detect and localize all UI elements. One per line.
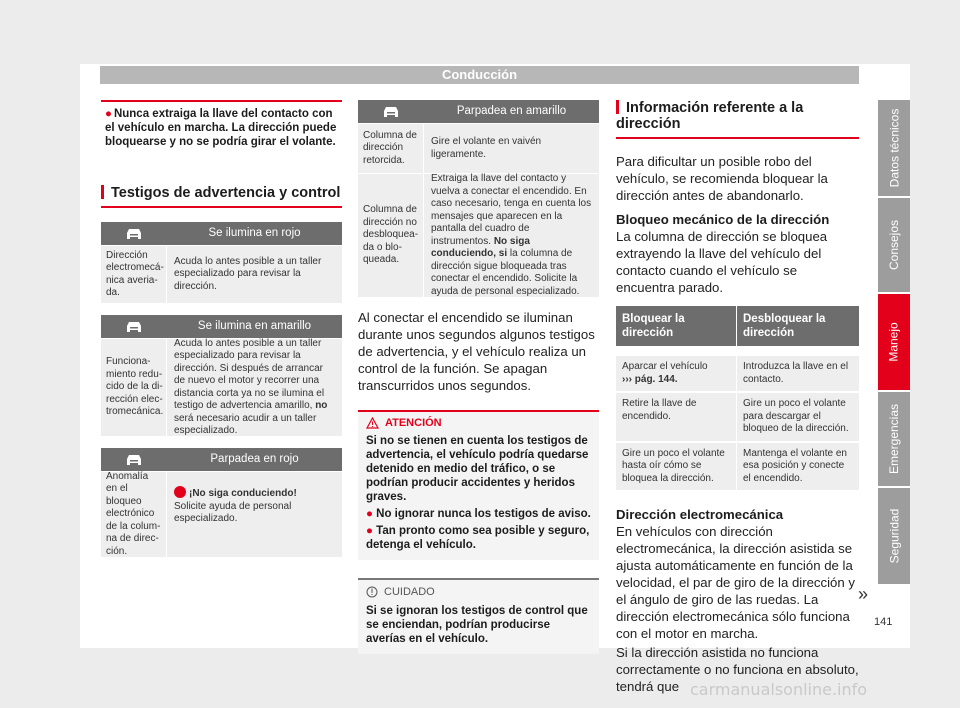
tab-label: Emergencias <box>887 403 901 475</box>
warning-text: Nunca extraiga la llave del contacto con el vehículo en marcha. La dirección puede bloquearse y no se podría girar el volante. <box>105 108 337 148</box>
page-number: 141 <box>874 616 893 628</box>
table-cell-condition: Anomalía en el bloqueo electrónico de la columna de dirección. <box>101 472 167 557</box>
table-cell: Mantenga el volante en esa posición y conecte el encendido. <box>743 447 847 484</box>
table-cell: Introduzca la llave en el contacto. <box>743 361 849 385</box>
table-cell-action: Gire el volante en vaivén ligeramente. <box>431 136 542 160</box>
tab-label: Manejo <box>887 322 902 362</box>
column-2 <box>358 100 599 654</box>
tab-label: Datos técnicos <box>887 108 902 188</box>
table-cell-action <box>167 472 342 557</box>
table-cell: Retire la llave de encendido. <box>616 393 737 441</box>
body-paragraph: La columna de dirección se bloquea extrayendo la llave del vehículo del contacto cuando el vehículo se encuentra parado. <box>616 229 828 295</box>
steering-warning-icon <box>358 106 424 118</box>
table-cell-condition: Funcionamiento reducido de la dirección electromecánica. <box>101 339 167 436</box>
column-1 <box>101 100 342 557</box>
table-row <box>616 391 859 441</box>
table-row <box>101 245 342 303</box>
body-paragraph: En vehículos con dirección electromecánica, la dirección asistida se ajusta automáticamente en función de la velocidad, el par de giro de la dirección y el ángulo de giro de las ruedas. La dirección electromecánica sólo funciona con el motor en marcha. <box>616 524 855 641</box>
table-title: Se ilumina en rojo <box>208 227 301 240</box>
table-header <box>101 222 342 245</box>
cell-text: Acuda lo antes posible a un taller especializado para revisar la dirección. Si después de arrancar de nuevo el motor y recorrer una distancia corta ya no se ilumina el testigo de advertencia amarillo, <box>174 337 325 411</box>
table-title: Parpadea en rojo <box>210 453 299 466</box>
info-circle-icon <box>366 586 378 598</box>
attention-body <box>358 434 599 560</box>
table-row <box>101 338 342 436</box>
table-header <box>101 315 342 338</box>
caution-label: CUIDADO <box>384 586 435 598</box>
warning-box <box>101 100 342 155</box>
table-row <box>358 173 599 297</box>
table-row <box>101 471 342 557</box>
caution-text: Si se ignoran los testigos de control que se enciendan, podrían producirse averías en el vehículo. <box>366 605 588 645</box>
column-3 <box>616 100 859 695</box>
bullet-icon: ● <box>105 108 112 120</box>
list-item <box>366 507 591 521</box>
caution-header <box>358 580 599 604</box>
indicator-table-red-blink <box>101 448 342 557</box>
section-title-text: Información referente a la dirección <box>616 100 804 132</box>
section-marker <box>101 185 104 199</box>
tab-label: Consejos <box>887 219 901 271</box>
page-reference-link[interactable]: ››› pág. 144. <box>622 373 678 385</box>
bullet-text: No ignorar nunca los testigos de aviso. <box>376 508 591 520</box>
steering-lock-table <box>616 306 859 490</box>
cell-text: Solicite ayuda de personal especializado. <box>174 500 292 524</box>
table-cell: Gire un poco el volante para descargar el bloqueo de la dirección. <box>743 398 849 434</box>
continue-arrow: » <box>858 584 869 604</box>
table-row <box>358 123 599 173</box>
section-title-text: Testigos de advertencia y control <box>111 185 341 201</box>
table-cell-condition: Dirección electromecánica averiada. <box>101 246 167 303</box>
body-paragraph: Si la dirección asistida no funciona correctamente o no funciona en absoluto, tendrá que <box>616 645 859 694</box>
steering-warning-icon <box>101 321 167 333</box>
steering-warning-icon <box>101 454 167 466</box>
table-header <box>358 100 599 123</box>
bullet-icon: ● <box>366 508 377 520</box>
tab-label: Seguridad <box>887 508 901 564</box>
tab-seguridad[interactable] <box>878 488 910 584</box>
watermark: carmanualsonline.info <box>690 680 868 699</box>
warning-triangle-icon <box>366 417 379 429</box>
section-marker <box>616 100 619 114</box>
section-title-direccion <box>616 100 859 139</box>
cell-text: Aparcar el vehículo <box>622 361 708 372</box>
body-paragraph: Al conectar el encendido se iluminan durante unos segundos algunos testigos de advertencia, y el vehículo realiza un control de la función. Se apagan transcurridos unos segundos. <box>358 310 595 393</box>
tab-emergencias[interactable] <box>878 392 910 486</box>
bullet-text: Tan pronto como sea posible y seguro, detenga el vehículo. <box>366 525 590 551</box>
attention-header <box>358 412 599 434</box>
cell-bold-text: ¡No siga conduciendo! <box>189 488 297 499</box>
table-header <box>101 448 342 471</box>
caution-box <box>358 578 599 654</box>
tab-manejo[interactable] <box>878 294 910 390</box>
table-cell-condition: Columna de dirección no desbloqueada o bloqueada. <box>358 174 424 297</box>
table-cell-action <box>424 174 599 297</box>
table-title: Se ilumina en amarillo <box>197 320 312 333</box>
table-row <box>616 441 859 491</box>
table-cell-condition: Columna de dirección retorcida. <box>358 124 424 173</box>
attention-box <box>358 410 599 560</box>
table-title: Parpadea en amarillo <box>456 105 567 118</box>
subheading: Bloqueo mecánico de la dirección <box>616 212 830 227</box>
body-paragraph: Para dificultar un posible robo del vehículo, se recomienda bloquear la dirección antes de abandonarlo. <box>616 154 828 203</box>
cell-bold-text: no <box>315 400 328 411</box>
attention-text: Si no se tienen en cuenta los testigos de advertencia, el vehículo podría quedarse detenido en medio del tráfico, o se podrían producir accidentes y heridos graves. <box>366 435 589 503</box>
table-row <box>616 356 859 391</box>
indicator-table-yellow-blink <box>358 100 599 297</box>
table-cell-action: Acuda lo antes posible a un taller especializado para revisar la dirección. <box>174 255 322 292</box>
cell-text: la columna de dirección sigue bloqueada tras conectar el encendido. Solicite la ayuda de personal especializado. <box>431 248 580 297</box>
bullet-icon: ● <box>366 525 377 537</box>
cell-text: Extraiga la llave del contacto y vuelva a conectar el encendido. En caso necesario, tenga en cuenta los mensajes que aparecen en la pantalla del cuadro de instrumentos. <box>431 173 592 247</box>
steering-warning-icon <box>101 228 167 240</box>
table-header-lock: Bloquear la dirección <box>616 306 737 346</box>
table-header <box>616 306 859 346</box>
table-cell: Gire un poco el volante hasta oír cómo se bloquea la dirección. <box>616 443 737 491</box>
attention-label: ATENCIÓN <box>385 417 442 429</box>
subheading: Dirección electromecánica <box>616 507 784 522</box>
indicator-table-yellow <box>101 315 342 436</box>
table-cell-action <box>167 339 342 436</box>
tab-consejos[interactable] <box>878 198 910 292</box>
cell-text: será necesario acudir a un taller especializado. <box>174 412 317 436</box>
indicator-table-red <box>101 222 342 303</box>
section-title-testigos <box>101 185 342 208</box>
list-item <box>366 524 591 552</box>
table-spacer <box>616 346 859 356</box>
cell-bold-text: No siga conduciendo, si <box>431 235 530 259</box>
stop-sign-icon <box>174 486 186 498</box>
table-header-unlock: Desbloquear la dirección <box>743 313 826 339</box>
table-cell <box>616 356 737 391</box>
tab-datos-tecnicos[interactable] <box>878 100 910 196</box>
page-header: Conducción <box>100 66 859 84</box>
